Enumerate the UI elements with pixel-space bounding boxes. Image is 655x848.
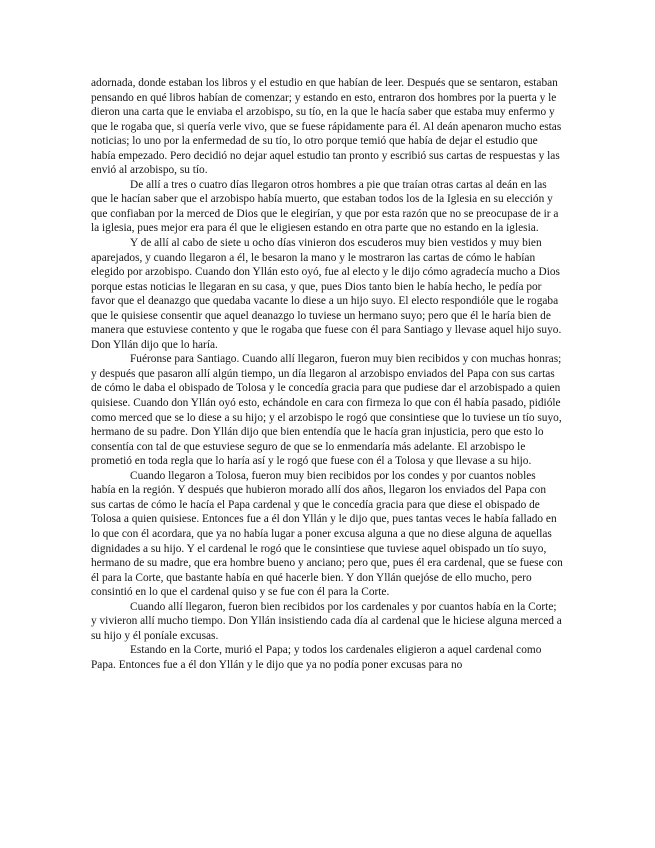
paragraph-2: De allí a tres o cuatro días llegaron otros hombres a pie que traían otras cartas al deán en las que le hacían saber que el arzobispo había muerto, que estaban todos los de la Iglesia en su elección y que confiaban por la merced de Dios que le elegirían, y que por esta razón que no se preocupase de ir a la iglesia, pues mejor era para él que le eligiesen estando en otra parte que no estando en la iglesia. — [91, 178, 559, 235]
paragraph-6: Cuando allí llegaron, fueron bien recibidos por los cardenales y por cuantos había en la Corte; y vivieron allí mucho tiempo. Don Yllán insistiendo cada día al cardenal que le hiciese alguna merced a su hijo y él poníale excusas. — [91, 600, 562, 642]
document-page — [91, 76, 563, 672]
paragraph-7: Estando en la Corte, murió el Papa; y todos los cardenales eligieron a aquel cardenal como Papa. Entonces fue a él don Yllán y le dijo que ya no podía poner excusas para no — [91, 644, 542, 671]
paragraph-5: Cuando llegaron a Tolosa, fueron muy bien recibidos por los condes y por cuantos nobles había en la región. Y después que hubieron morado allí dos años, llegaron los enviados del Papa con sus cartas de cómo le hacía el Papa cardenal y que le concedía gracia para que diese el obispado de Tolosa a quien quisiese. Entonces fue a él don Yllán y le dijo que, pues tantas veces le había fallado en lo que con él acordara, que ya no había lugar a poner excusa alguna a que no diese alguna de aquellas dignidades a su hijo. Y el cardenal le rogó que le consintiese que tuviese aquel obispado un tío suyo, hermano de su madre, que era hombre bueno y anciano; pero que, pues él era cardenal, que se fuese con él para la Corte, que bastante había en qué hacerle bien. Y don Yllán quejóse de ello mucho, pero consintió en lo que el cardenal quiso y se fue con él para la Corte. — [91, 469, 563, 599]
paragraph-4: Fuéronse para Santiago. Cuando allí llegaron, fueron muy bien recibidos y con muchas honras; y después que pasaron allí algún tiempo, un día llegaron al arzobispo enviados del Papa con sus cartas de cómo le daba el obispado de Tolosa y le concedía gracia para que pudiese dar el arzobispado a quien quisiese. Cuando don Yllán oyó esto, echándole en cara con firmeza lo que con él había pasado, pidióle como merced que se lo diese a su hijo; y el arzobispo le rogó que consintiese que lo tuviese un tío suyo, hermano de su padre. Don Yllán dijo que bien entendía que le hacía gran injusticia, pero que esto lo consentía con tal de que estuviese seguro de que se lo enmendaría más adelante. El arzobispo le prometió en toda regla que lo haría así y le rogó que fuese con él a Tolosa y que llevase a su hijo. — [91, 353, 562, 468]
paragraph-1: adornada, donde estaban los libros y el estudio en que habían de leer. Después que se sentaron, estaban pensando en qué libros habían de comenzar; y estando en esto, entraron dos hombres por la puerta y le dieron una carta que le enviaba el arzobispo, su tío, en la que le hacía saber que estaba muy enfermo y que le rogaba que, si quería verle vivo, que se fuese rápidamente para él. Al deán apenaron mucho estas noticias; lo uno por la enfermedad de su tío, lo otro porque temió que había de dejar el estudio que había empezado. Pero decidió no dejar aquel estudio tan pronto y escribió sus cartas de respuestas y las envió al arzobispo, su tío. — [91, 77, 562, 177]
paragraph-3: Y de allí al cabo de siete u ocho días vinieron dos escuderos muy bien vestidos y muy bien aparejados, y cuando llegaron a él, le besaron la mano y le mostraron las cartas de cómo le habían elegido por arzobispo. Cuando don Yllán esto oyó, fue al electo y le dijo cómo agradecía mucho a Dios porque estas noticias le llegaran en su casa, y que, pues Dios tanto bien le había hecho, le pedía por favor que el deanazgo que quedaba vacante lo diese a un hijo suyo. El electo respondióle que le rogaba que le quisiese consentir que aquel deanazgo lo tuviese un hermano suyo; pero que él le haría bien de manera que estuviese contento y que le rogaba que fuese con él para Santiago y llevase aquel hijo suyo. Don Yllán dijo que lo haría. — [91, 237, 562, 351]
